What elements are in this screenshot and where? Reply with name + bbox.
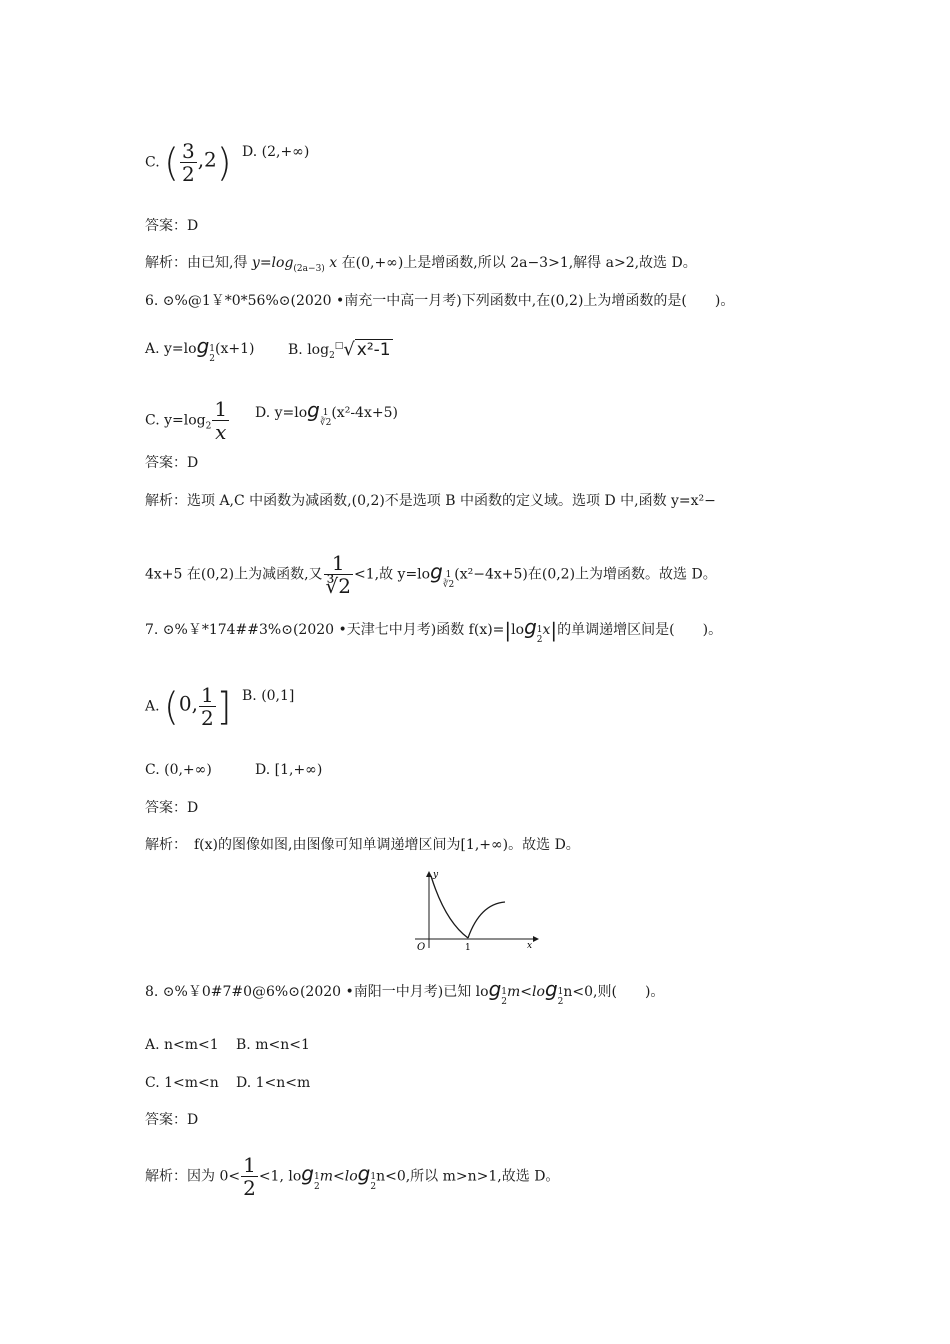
question-7-option-c: C. (0,+∞) [145,762,212,778]
question-7-option-d: D. [1,+∞) [255,762,323,778]
option-d-top: D. (2,+∞) [242,144,310,160]
fraction: $\frac{1}{∛2}$ [325,551,351,598]
left-paren: ( [164,684,179,729]
right-bracket: ] [216,684,232,729]
fraction: $\frac{1}{2}$ [200,683,214,730]
function-graph [405,866,545,956]
option-label: C. [145,154,160,171]
curve-decreasing [431,876,468,938]
fraction: $\frac{3}{2}$ [181,139,195,186]
question-6-option-c: C. $y=\log_2$ $\frac{1}{x}$ [145,397,228,444]
question-6-stem: 6. ⊙%@1￥*0*56%⊙(2020 •南充一中高一月考)下列函数中,在(0,2)上为增函数的是( )。 [145,293,735,309]
answer-7: 答案：D [145,800,199,816]
fraction: $\frac{1}{x}$ [214,397,228,444]
explanation-6-line-1: 解析：选项 A,C 中函数为减函数,(0,2)不是选项 B 中函数的定义域。选项 D 中,函数 y=x²− [145,493,716,509]
y-label: y [433,870,439,880]
fraction: $\frac{1}{2}$ [243,1153,256,1200]
explanation-8: 解析：因为 0< $\frac{1}{2}$ <1, log1 2m<log1 2n<0,所以 m>n>1,故选 D。 [145,1153,560,1200]
explanation-5: 解析：由已知,得 $y=\log_{(2a-3)}$ x 在(0,+∞)上是增函数,所以 2a−3>1,解得 a>2,故选 D。 [145,255,697,274]
option-c-top: C. ( $\frac{3}{2}$ ,2) [145,139,232,186]
question-8-option-d: D. 1<n<m [236,1075,311,1091]
right-paren: ) [216,140,232,185]
origin-label: O [417,942,426,953]
question-7-option-a: A. (0, $\frac{1}{2}$ ] [145,683,232,730]
explanation-7: 解析： f(x)的图像如图,由图像可知单调递增区间为[1,+∞)。故选 D。 [145,837,580,853]
x-label: x [527,941,533,951]
question-7-option-b: B. (0,1] [242,688,295,704]
curve-increasing [468,902,505,938]
explanation-6-line-2: 4x+5 在(0,2)上为减函数,又 $\frac{1}{∛2}$ <1,故 y=log 1 ∛2(x²−4x+5)在(0,2)上为增函数。故选 D。 [145,551,717,598]
question-6-option-d: D. y=log 1 ∛2(x²-4x+5) [255,398,398,428]
question-8-stem: 8. ⊙%￥0#7#0@6%⊙(2020 •南阳一中月考)已知 log1 2m<log1 2n<0,则( )。 [145,977,665,1007]
answer-6: 答案：D [145,455,199,471]
sqrt-sign: √ x²-1 [343,338,391,360]
question-7-stem: 7. ⊙%￥*174##3%⊙(2020 •天津七中月考)函数 f(x)=|log1 2x|的单调递增区间是( )。 [145,615,723,645]
answer-5: 答案：D [145,218,199,234]
tick-label-1: 1 [465,943,471,953]
question-6-option-a: A. y=log1 2(x+1) [145,334,255,364]
question-8-option-c: C. 1<m<n [145,1075,219,1091]
left-paren: ( [164,140,179,185]
answer-8: 答案：D [145,1112,199,1128]
question-6-option-b: B. $\log_2^□√$ x²-1 [288,338,391,361]
question-8-option-a: A. n<m<1 [145,1037,219,1053]
question-8-option-b: B. m<n<1 [236,1037,310,1053]
